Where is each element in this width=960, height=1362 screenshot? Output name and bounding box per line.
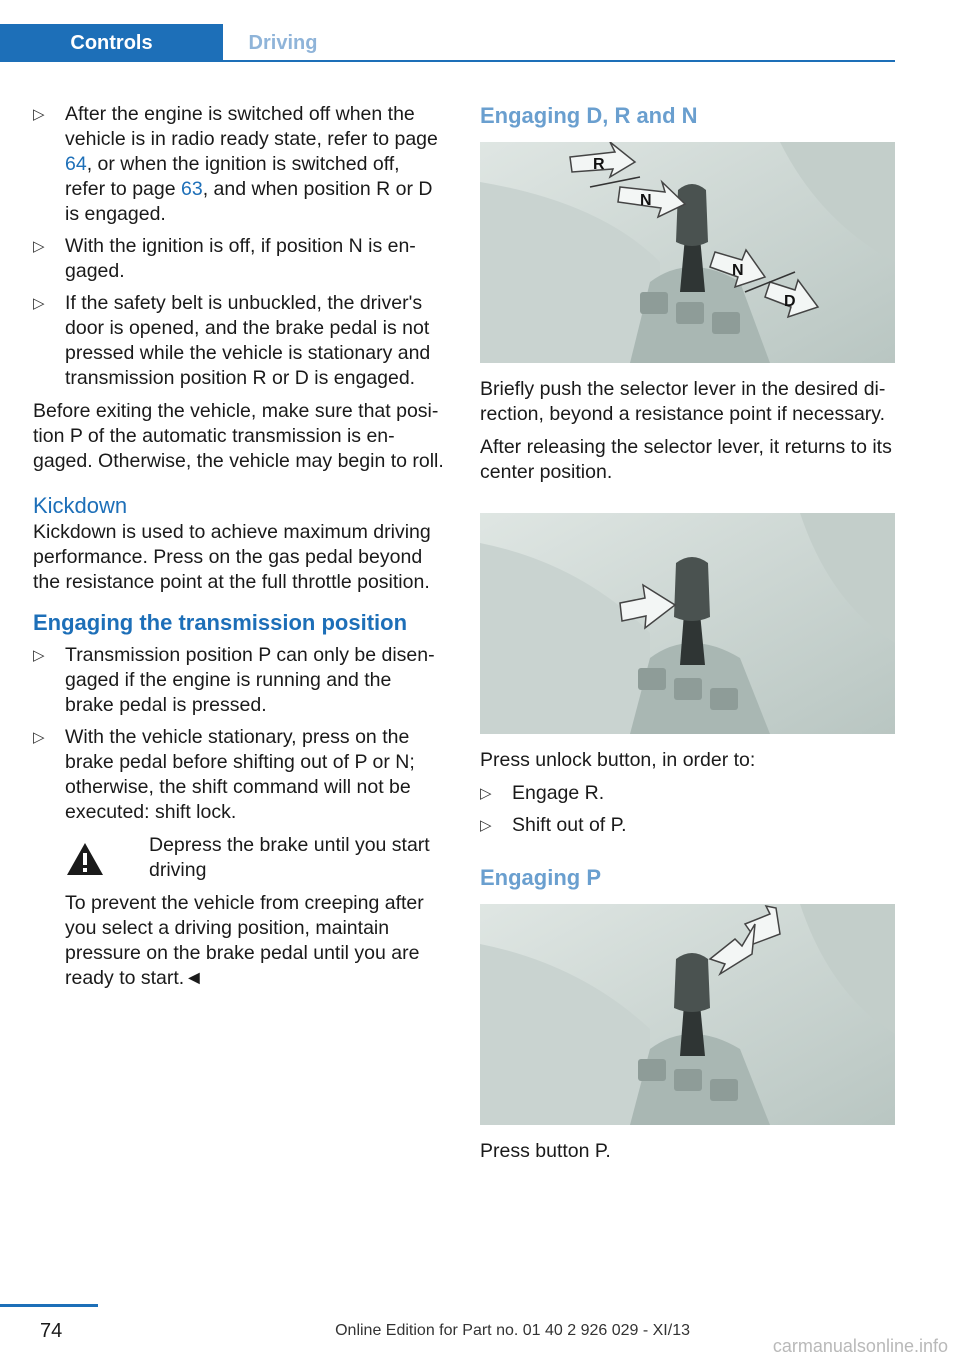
- unlock-paragraph: Press unlock button, in order to:: [480, 749, 756, 771]
- press-p-paragraph: Press button P.: [480, 1140, 611, 1162]
- engaging-list: [33, 643, 445, 825]
- warning-block: [65, 833, 445, 991]
- list-item: ▷ With the vehicle stationary, press on the brake pedal before shifting out of P or N; otherwise, the shift command will not be executed: shift lock.: [33, 726, 415, 823]
- kickdown-paragraph: Kickdown is used to achieve maximum driving performance. Press on the gas pedal beyond the resistance point at the full throttle position.: [33, 521, 431, 593]
- bullet-triangle-icon: ▷: [480, 785, 492, 802]
- watermark: carmanualsonline.info: [772, 1336, 948, 1356]
- bullet-triangle-icon: ▷: [33, 106, 45, 123]
- unlock-list: [480, 781, 895, 838]
- edition-text: Online Edition for Part no. 01 40 2 926 029 - XI/13: [335, 1322, 690, 1339]
- list-item: ▷ Transmission position P can only be disen‐gaged if the engine is running and the brake pedal is pressed.: [33, 644, 435, 716]
- list-item: ▷ After the engine is switched off when the vehicle is in radio ready state, refer to page 64, or when the ignition is switched off, refer to page 63, and when position R or D is engaged.: [33, 103, 438, 225]
- bullet-triangle-icon: ▷: [33, 295, 45, 312]
- tab-controls[interactable]: Controls: [0, 24, 223, 62]
- push-paragraph: Briefly push the selector lever in the desired di‐rection, beyond a resistance point if necessary.: [480, 378, 886, 425]
- warning-triangle-icon: [65, 841, 105, 877]
- engaging-heading: Engaging the transmission position: [33, 610, 408, 635]
- list-item: ▷ With the ignition is off, if position N is en‐gaged.: [33, 235, 416, 282]
- selector-lever-drn-illustration: [480, 142, 895, 363]
- page-number: 74: [40, 1320, 63, 1342]
- engaging-drn-heading: Engaging D, R and N: [480, 103, 698, 128]
- warning-title: Depress the brake until you start driving: [149, 834, 430, 881]
- page-link-63[interactable]: 63: [181, 178, 203, 200]
- bullet-triangle-icon: ▷: [33, 647, 45, 664]
- page-header: [0, 0, 895, 62]
- arrow-label-d: D: [784, 293, 796, 310]
- header-divider: [0, 60, 895, 62]
- warning-body: To prevent the vehicle from creeping after you select a driving position, maintain pressure on the brake pedal until you are ready to start.◄: [65, 892, 424, 989]
- left-column: [33, 102, 445, 999]
- arrow-label-n-bottom: N: [732, 262, 744, 279]
- right-column: [480, 102, 895, 1172]
- list-item: ▷ Engage R.: [480, 782, 605, 804]
- list-item: ▷ Shift out of P.: [480, 814, 627, 836]
- tab-driving[interactable]: Driving: [248, 31, 318, 54]
- bullet-triangle-icon: ▷: [33, 729, 45, 746]
- exit-paragraph: Before exiting the vehicle, make sure that posi‐tion P of the automatic transmission is en‐gaged. Otherwise, the vehicle may begin to roll.: [33, 400, 444, 472]
- conditions-list: [33, 102, 445, 391]
- button-p-illustration: [480, 904, 895, 1125]
- kickdown-heading: Kickdown: [33, 493, 128, 518]
- arrow-label-r: R: [593, 156, 605, 173]
- bullet-triangle-icon: ▷: [33, 238, 45, 255]
- footer-divider: [0, 1304, 98, 1307]
- unlock-button-illustration: [480, 513, 895, 734]
- list-item: ▷ If the safety belt is unbuckled, the driver's door is opened, and the brake pedal is not pressed while the vehicle is stationary and transmission position R or D is engaged.: [33, 292, 431, 389]
- engaging-p-heading: Engaging P: [480, 865, 601, 890]
- page-link-64[interactable]: 64: [65, 153, 87, 175]
- arrow-label-n-top: N: [640, 192, 652, 209]
- bullet-triangle-icon: ▷: [480, 817, 492, 834]
- release-paragraph: After releasing the selector lever, it returns to its center position.: [480, 436, 892, 483]
